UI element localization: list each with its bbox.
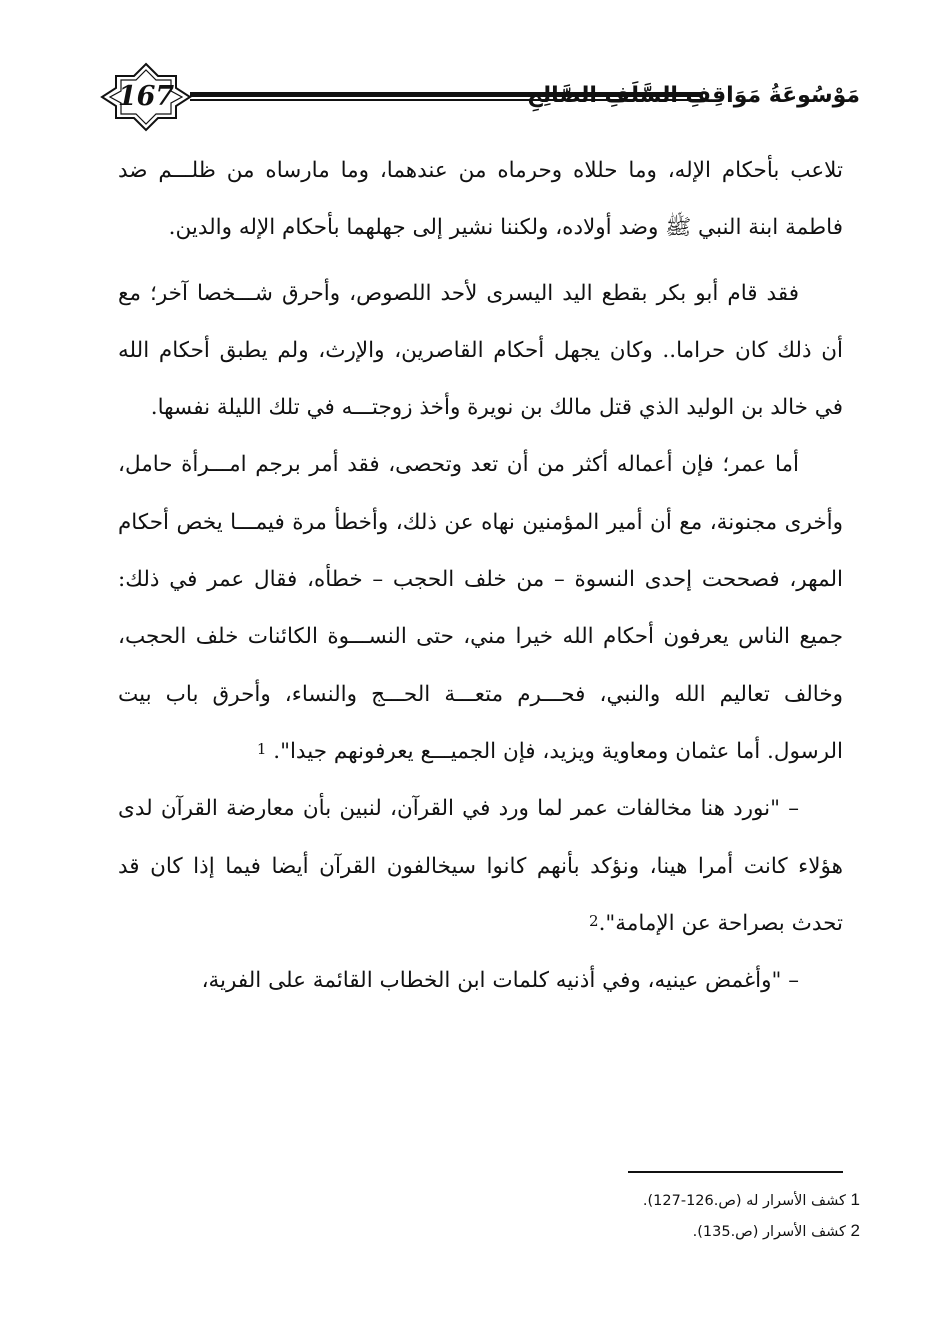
footnote-separator [628, 1171, 843, 1173]
footnote-ref-2: 2 [589, 911, 599, 930]
paragraph-1: تلاعب بأحكام الإله، وما حللاه وحرماه من عندهما، وما مارساه من ظلـــم ضد فاطمة ابنة النبي ﷺ وضد أولاده، ولكننا نشير إلى جهلهما بأحكام الإله والدين. [118, 158, 843, 241]
page-number: 167 [117, 81, 175, 112]
paragraph-3-text: أما عمر؛ فإن أعماله أكثر من أن تعد وتحصى، فقد أمر برجم امـــرأة حامل، وأخرى مجنونة، مع أن أمير المؤمنين نهاه عن ذلك، وأخطأ مرة فيمـــا يخص أحكام المهر، فصححت إحدى النسوة – من خلف الحجب – خطأه، فقال عمر في ذلك: جميع الناس يعرفون أحكام الله خيرا مني، حتى النســـوة الكائنات خلف الحجب، وخالف تعاليم الله والنبي، فحـــرم متعـــة الحـــج والنساء، وأحرق باب بيت الرسول. أما عثمان ومعاوية ويزيد، فإن الجميـــع يعرفونهم جيدا". [118, 452, 843, 764]
footnote-number: 2 [850, 1221, 860, 1240]
footnote-1 [520, 1185, 860, 1216]
page-header [100, 62, 860, 132]
footnote-2 [520, 1216, 860, 1247]
footnote-ref-1: 1 [256, 739, 267, 758]
footnote-number: 1 [850, 1190, 860, 1209]
main-text [118, 142, 843, 1009]
paragraph-4-text: – "نورد هنا مخالفات عمر لما ورد في القرآن، لنبين بأن معارضة القرآن لدى هؤلاء كانت أمرا هينا، ونؤكد بأنهم كانوا سيخالفون القرآن أيضا فيما إذا كان قد تحدث بصراحة عن الإمامة". [118, 796, 843, 936]
page-number-badge [100, 62, 192, 132]
paragraph-2: فقد قام أبو بكر بقطع اليد اليسرى لأحد اللصوص، وأحرق شـــخصا آخر؛ مع أن ذلك كان حراما.. وكان يجهل أحكام القاصرين، والإرث، ولم يطبق أحكام الله في خالد بن الوليد الذي قتل مالك بن نويرة وأخذ زوجتـــه في تلك الليلة نفسها. [118, 280, 843, 421]
footnote-text: كشف الأسرار (ص.135). [692, 1224, 846, 1240]
footnote-text: كشف الأسرار له (ص.126-127). [642, 1193, 846, 1209]
paragraph-3 [118, 436, 843, 780]
paragraph-5: – "وأغمض عينيه، وفي أذنيه كلمات ابن الخطاب القائمة على الفرية، [201, 968, 799, 994]
book-title: مَوْسُوعَةُ مَوَاقِفِ السَّلَفِ الصَّالِحِ [527, 83, 860, 108]
paragraph-4 [118, 780, 843, 952]
footnotes [520, 1185, 860, 1247]
